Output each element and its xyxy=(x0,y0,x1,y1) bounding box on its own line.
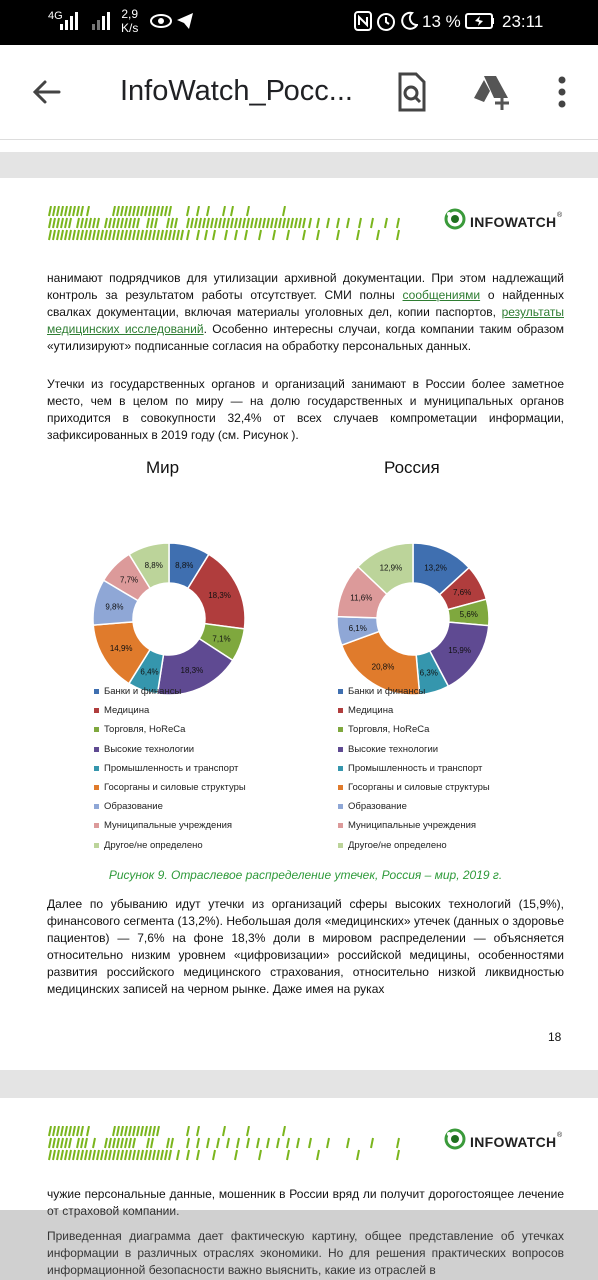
russia-slice-label-4: 6,3% xyxy=(419,668,438,678)
para1-text-b: о найденных свалках документации, включая материалы уголовных дел, копии паспортов, xyxy=(47,288,564,319)
world-legend-swatch-5 xyxy=(94,785,99,790)
brand-name-2: INFOWATCH xyxy=(470,1134,557,1150)
para1-text-a: нанимают подрядчиков для утилизации архивной документации. При этом надлежащий контроль за результатом работы отсутствует. СМИ полны xyxy=(47,271,564,302)
network-type: 4G xyxy=(48,10,63,22)
world-legend-swatch-8 xyxy=(94,843,99,848)
signal-2-icon xyxy=(92,12,112,30)
world-legend-label-1: Медицина xyxy=(104,705,150,717)
figure-caption: Рисунок 9. Отраслевое распределение утечек, Россия – мир, 2019 г. xyxy=(108,868,503,882)
battery-charging-icon xyxy=(465,13,495,29)
chart-title-russia: Россия xyxy=(384,458,440,477)
russia-slice-label-8: 12,9% xyxy=(379,563,403,573)
document-page-18 xyxy=(0,178,598,1070)
registered-mark: ® xyxy=(557,212,563,219)
russia-legend-swatch-7 xyxy=(338,823,343,828)
paragraph-2: Утечки из государственных органов и организаций занимают в России более заметное место, чем в целом по миру — на долю государственных и муниципальных органов приходится в совокупности 32,4% от всех случаев компрометации информации, зафиксированных в 2019 году (см. Рисунок ). xyxy=(47,377,564,442)
donut-chart-world xyxy=(88,538,250,700)
clock: 23:11 xyxy=(502,12,544,31)
gesture-overlay xyxy=(0,1210,598,1280)
telegram-icon xyxy=(176,12,194,30)
page-number: 18 xyxy=(548,1030,562,1044)
registered-mark-2: ® xyxy=(557,1132,563,1139)
previous-page-tail xyxy=(0,140,598,152)
speed-unit: K/s xyxy=(121,21,139,35)
world-legend-label-3: Высокие технологии xyxy=(104,743,195,755)
russia-legend-swatch-6 xyxy=(338,804,343,809)
russia-legend-swatch-4 xyxy=(338,766,343,771)
world-slice-label-0: 8,8% xyxy=(175,561,194,571)
russia-slice-label-1: 7,6% xyxy=(452,588,472,598)
russia-legend-label-5: Госорганы и силовые структуры xyxy=(348,781,490,793)
russia-legend-swatch-2 xyxy=(338,727,343,732)
world-legend-label-5: Госорганы и силовые структуры xyxy=(104,781,246,793)
russia-legend-swatch-0 xyxy=(338,689,343,694)
russia-slice-label-2: 5,6% xyxy=(459,610,478,620)
russia-legend-swatch-8 xyxy=(338,843,343,848)
world-slice-label-4: 6,4% xyxy=(140,667,159,677)
link-medical-results[interactable]: результаты медицинских исследований xyxy=(47,305,564,336)
add-to-drive-icon[interactable] xyxy=(470,70,514,114)
russia-legend-label-3: Высокие технологии xyxy=(348,743,439,755)
battery-percent: 13 % xyxy=(422,12,461,31)
page19-paragraph-2: Приведенная диаграмма дает фактическую картину, общее представление об утечках информации в различных отраслях экономики. Но для решения практических вопросов информационной безопасности важно выяснить, какие из отраслей в xyxy=(47,1229,564,1277)
world-legend-swatch-2 xyxy=(94,727,99,732)
world-legend-label-2: Торговля, HoReCa xyxy=(104,724,186,736)
do-not-disturb-moon-icon xyxy=(400,11,418,31)
russia-legend-swatch-1 xyxy=(338,708,343,713)
back-arrow-icon[interactable] xyxy=(25,70,69,114)
russia-legend-swatch-3 xyxy=(338,747,343,752)
russia-legend-label-0: Банки и финансы xyxy=(348,686,426,697)
nfc-icon xyxy=(354,11,372,31)
world-legend-label-7: Муниципальные учреждения xyxy=(104,820,233,832)
paragraph-3: Далее по убыванию идут утечки из организаций сферы высоких технологий (15,9%), финансового сегмента (13,2%). Небольшая доля «медицинских» утечек (данных о здоровье пациентов) — 7,6% на фоне 18,3% доли в мировом распределении — объясняется относительно низким уровнем «цифровизации» российской медицины, особенностями развития российского медицинского страхования, относительно низкой ликвидностью медицинских записей на черном рынке. Даже имея на руках xyxy=(47,897,564,996)
russia-legend-label-7: Муниципальные учреждения xyxy=(348,820,477,832)
world-slice-label-8: 8,8% xyxy=(144,561,163,571)
russia-legend-label-1: Медицина xyxy=(348,705,394,717)
decorative-stripes-2 xyxy=(47,1126,417,1162)
donut-chart-russia xyxy=(332,538,494,700)
search-doc-icon[interactable] xyxy=(390,70,434,114)
infowatch-logo-icon xyxy=(444,208,466,230)
world-slice-label-3: 18,3% xyxy=(180,666,204,676)
eye-icon xyxy=(150,12,172,30)
network-speed xyxy=(121,7,138,35)
russia-slice-label-7: 11,6% xyxy=(350,593,373,603)
russia-slice-label-5: 20,8% xyxy=(371,662,395,672)
russia-slice-label-0: 13,2% xyxy=(424,563,447,573)
alarm-icon xyxy=(376,11,396,31)
russia-legend-label-2: Торговля, HoReCa xyxy=(348,724,430,736)
para1-text-c: . Особенно интересны случаи, когда компании таким образом «утилизируют» подписанные согласия на обработку персональных данных. xyxy=(47,322,564,353)
status-bar xyxy=(0,0,598,45)
russia-legend-label-6: Образование xyxy=(348,801,407,813)
decorative-stripes xyxy=(47,206,417,242)
russia-legend-label-8: Другое/не определено xyxy=(348,839,447,851)
page19-paragraph-1: чужие персональные данные, мошенник в России вряд ли получит дорогостоящее лечение от страховой компании. xyxy=(47,1187,564,1218)
document-viewer[interactable] xyxy=(0,140,598,1280)
chart-title-world: Мир xyxy=(146,458,180,477)
world-legend-swatch-3 xyxy=(94,747,99,752)
world-slice-label-2: 7,1% xyxy=(212,634,231,644)
document-title: InfoWatch_Росс... xyxy=(120,75,353,107)
world-legend-label-8: Другое/не определено xyxy=(104,839,203,851)
brand-name: INFOWATCH xyxy=(470,214,557,230)
world-slice-label-5: 14,9% xyxy=(109,644,133,654)
world-slice-label-6: 9,8% xyxy=(105,602,124,612)
russia-slice-label-3: 15,9% xyxy=(448,646,471,656)
world-legend-swatch-6 xyxy=(94,804,99,809)
world-slice-label-1: 18,3% xyxy=(208,590,231,600)
world-legend-swatch-4 xyxy=(94,766,99,771)
world-legend-swatch-0 xyxy=(94,689,99,694)
speed-value: 2,9 xyxy=(121,7,139,21)
world-legend-label-6: Образование xyxy=(104,801,163,813)
world-slice-label-7: 7,7% xyxy=(119,575,139,585)
world-legend-label-4: Промышленность и транспорт xyxy=(104,762,239,774)
russia-slice-label-6: 6,1% xyxy=(348,623,367,633)
russia-legend-label-4: Промышленность и транспорт xyxy=(348,762,483,774)
paragraph-1 xyxy=(47,270,564,355)
app-toolbar xyxy=(0,45,598,140)
link-reports[interactable]: сообщениями xyxy=(402,288,481,302)
signal-icon xyxy=(60,12,80,30)
world-legend-label-0: Банки и финансы xyxy=(104,686,182,697)
world-legend-swatch-7 xyxy=(94,823,99,828)
more-vert-icon[interactable] xyxy=(540,70,584,114)
infowatch-logo-icon-2 xyxy=(444,1128,466,1150)
world-legend-swatch-1 xyxy=(94,708,99,713)
russia-legend-swatch-5 xyxy=(338,785,343,790)
